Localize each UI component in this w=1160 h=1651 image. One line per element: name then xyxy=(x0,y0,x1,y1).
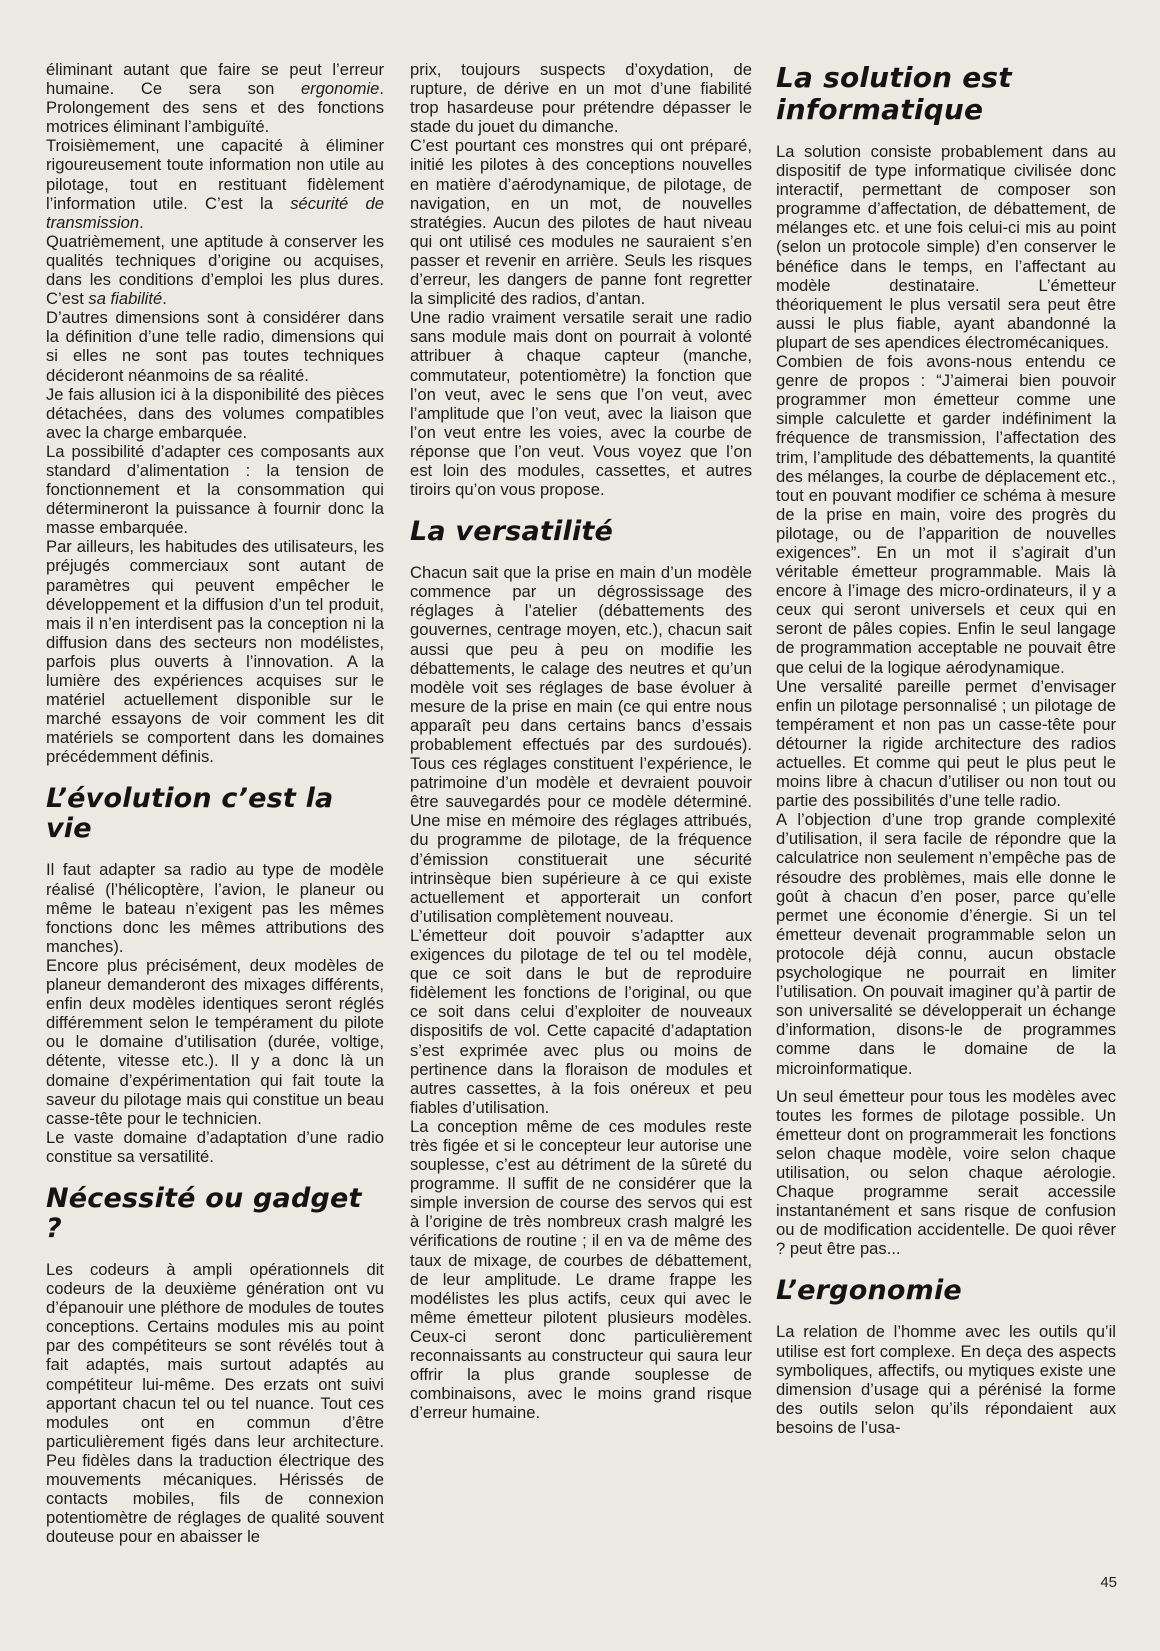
paragraph: La relation de l’homme avec les outils qu’il utilise est fort complexe. En deça des aspects symboliques, affectifs, ou mytiques existe une dimension d’usage qui a pérénisé la forme des outils selon qu’ils répondaient aux besoins de l’usa- xyxy=(776,1322,1116,1437)
section-heading: La versatilité xyxy=(410,516,614,548)
paragraph: D’autres dimensions sont à considérer dans la définition d’une telle radio, dimensions qui si elles ne sont pas toutes techniques décideront néanmoins de sa réalité. xyxy=(46,308,384,385)
text-column-3 xyxy=(776,62,1116,1437)
paragraph: éliminant autant que faire se peut l’erreur humaine. Ce sera son ergonomie. Prolongement des sens et des fonctions motrices éliminant l’ambiguïté. xyxy=(46,60,384,137)
paragraph: Combien de fois avons-nous entendu ce genre de propos : “J’aimerai bien pouvoir programmer mon émetteur comme une simple calculette et garder indéfiniment la fréquence de transmission, l’affectation des trim, l’amplitude des débattements, la quantité des mélanges, la courbe de déplacement etc., tout en pouvant modifier ce schéma à mesure de la prise en main, voire des progrès du pilotage, ou de l’apparition de nouvelles exigences”. En un mot il s’agirait d’un véritable émetteur programmable. Mais là encore à l’image des micro-ordinateurs, il y a ceux qui seront universels et ceux qui en seront de pâles copies. Enfin le seul langage de programmation acceptable ne pouvait être que celui de la logique aérodynamique. xyxy=(776,352,1116,677)
text-column-2 xyxy=(410,60,752,1422)
section-heading: L’évolution c’est la vie xyxy=(46,783,334,845)
paragraph: La solution consiste probablement dans au dispositif de type informatique civilisée donc interactif, permettant de composer son programme d’affectation, de débattement, de mélanges etc. et une fois celui-ci mis au point (selon un protocole simple) d’en conserver le bénéfice dans le temps, en l’affectant au modèle destinataire. L’émetteur théoriquement le plus versatil sera peut être aussi le plus fiable, ayant abandonné la plupart de ses apendices électromécaniques. xyxy=(776,142,1116,352)
paragraph: Encore plus précisément, deux modèles de planeur demanderont des mixages différents, enfin deux modèles identiques seront réglés différemment selon le tempérament du pilote ou le domaine d’utilisation (durée, voltige, détente, vitesse etc.). Il y a donc là un domaine d’expérimentation qui fait toute la saveur du pilotage mais qui constitue un beau casse-tête pour le technicien. xyxy=(46,955,384,1128)
section-heading: La solution est informatique xyxy=(776,61,1012,126)
page-number: 45 xyxy=(1100,1574,1117,1591)
paragraph: La conception même de ces modules reste très figée et si le concepteur leur autorise une souplesse, c’est au détriment de la sûreté du programme. Il suffit de ne considérer que la simple inversion de course des servos qui est à l’origine de très nombreux crash malgré les vérifications de routine ; il en va de même des taux de mixage, de courbes de débattement, de leur amplitude. Le drame frappe les modélistes les plus actifs, ceux qui avec le même émetteur pilotent plusieurs modèles. Ceux-ci seront donc particulièrement reconnaissants au constructeur qui saura leur offrir la plus grande souplesse de combinaisons, avec le moins grand risque d’erreur humaine. xyxy=(410,1116,752,1423)
section-heading: Nécessité ou gadget ? xyxy=(46,1182,362,1244)
paragraph: A l’objection d’une trop grande complexité d’utilisation, il sera facile de répondre que la calculatrice non seulement n’empêche pas de résoudre des problèmes, mais elle donne le goût à chacun d’en poser, parce qu’elle permet une économie d’énergie. Si un tel émetteur devenait programmable selon un protocole déjà connu, aucun obstacle psychologique ne pourrait en limiter l’utilisation. On pouvait imaginer qu’à partir de son universalité se développerait un échange d’information, disons-le de programmes comme dans le domaine de la microinformatique. xyxy=(776,810,1116,1078)
paragraph: Quatrièmement, une aptitude à conserver les qualités techniques d’origine ou acquises, dans les conditions d’emploi les plus dures. C’est sa fiabilité. xyxy=(46,231,384,309)
paragraph: Troisièmement, une capacité à éliminer rigoureusement toute information non utile au pilotage, tout en restituant fidèlement l’information utile. C’est la sécurité de transmission. xyxy=(46,136,384,232)
paragraph: Un seul émetteur pour tous les modèles avec toutes les formes de pilotage possible. Un émetteur dont on programmerait les fonctions selon chaque modèle, voire selon chaque utilisation, ou selon chaque aérologie. Chaque programme serait accessile instantanément et sans risque de confusion ou de modification accidentelle. De quoi rêver ? peut être pas... xyxy=(776,1086,1116,1259)
paragraph: L’émetteur doit pouvoir s’adaptter aux exigences du pilotage de tel ou tel modèle, que ce soit dans le but de reproduire fidèlement les fonctions de l’original, ou que ce soit dans celui d’exploiter de nouveaux dispositifs de vol. Cette capacité d’adaptation s’est exprimée avec plus ou moins de pertinence dans la floraison de modules et autres cassettes, à la fois onéreux et peu fiables d’utilisation. xyxy=(410,925,752,1117)
paragraph: Les codeurs à ampli opérationnels dit codeurs de la deuxième génération ont vu d’épanouir une pléthore de modules de toutes conceptions. Certains modules mis au point par des compétiteurs se sont révélés tout à fait adaptés, mais surtout adaptés au compétiteur lui-même. Des erzats ont suivi apportant chacun tel ou tel nuance. Tout ces modules ont en commun d’être particulièrement figés dans leur architecture. Peu fidèles dans la traduction électrique des mouvements mécaniques. Hérissés de contacts mobiles, fils de connexion potentiomètre de réglages de qualité souvent douteuse pour en abaisser le xyxy=(46,1259,384,1547)
section-heading: L’ergonomie xyxy=(776,1275,962,1307)
text-column-1 xyxy=(46,60,384,1546)
paragraph: Une radio vraiment versatile serait une radio sans module mais dont on pourrait à volonté attribuer à chaque capteur (manche, commutateur, potentiomètre) la fonction que l’on veut, avec le sens que l’on veut, avec l’amplitude que l’on veut, avec la liaison que l’on veut entre les voies, avec la courbe de réponse que l’on veut. Vous voyez que l’on est loin des modules, cassettes, et autres tiroirs qu’on vous propose. xyxy=(410,308,752,500)
paragraph: La possibilité d’adapter ces composants aux standard d’alimentation : la tension de fonctionnement et la consommation qui détermineront la puissance à fournir donc la masse embarquée. xyxy=(46,441,384,538)
paragraph: Je fais allusion ici à la disponibilité des pièces détachées, dans des volumes compatibles avec la charge embarquée. xyxy=(46,384,384,442)
paragraph: prix, toujours suspects d’oxydation, de rupture, de dérive en un mot d’une fiabilité trop hasardeuse pour prétendre dépasser le stade du jouet du dimanche. xyxy=(410,60,752,137)
paragraph: Par ailleurs, les habitudes des utilisateurs, les préjugés commerciaux sont autant de paramètres qui peuvent empêcher le développement et la diffusion d’un tel produit, mais il n’en interdisent pas la conception ni la diffusion dans des secteurs non modélistes, parfois plus ouverts à l’innovation. A la lumière des expériences acquises sur le matériel actuellement disponible sur le marché essayons de voir comment les dit matériels se comportent dans les domaines précédemment définis. xyxy=(46,537,384,767)
paragraph: Le vaste domaine d’adaptation d’une radio constitue sa versatilité. xyxy=(46,1127,384,1166)
paragraph: Une versalité pareille permet d’envisager enfin un pilotage personnalisé ; un pilotage de tempérament et non pas un casse-tête pour détourner la rigide architecture des radios actuelles. Et comme qui peut le plus peut le moins libre à chacun d’utiliser ou non tout ou partie des possibilités d’une telle radio. xyxy=(776,676,1116,811)
paragraph: Chacun sait que la prise en main d’un modèle commence par un dégrossissage des réglages à l’atelier (débattements des gouvernes, centrage moyen, etc.), chacun sait aussi que peu à peu on modifie les débattements, le calage des neutres et qu’un modèle voit ses réglages de base évoluer à mesure de la prise en main (ce qui entre nous apparaît peu dans certains bancs d’essais probablement effectués par des surdoués). Tous ces réglages constituent l’expérience, le patrimoine d’un modèle et devraient pouvoir être sauvegardés pour ce modèle déterminé. Une mise en mémoire des réglages attribués, du programme de pilotage, de la fréquence d’émission constituerait une sécurité intrinsèque bien supérieure à ce qui existe actuellement et apporterait un confort d’utilisation complètement nouveau. xyxy=(410,563,752,926)
paragraph: Il faut adapter sa radio au type de modèle réalisé (l’hélicoptère, l’avion, le planeur ou même le bateau n’exigent pas les mêmes fonctions donc les mêmes attributions des manches). xyxy=(46,860,384,956)
paragraph: C’est pourtant ces monstres qui ont préparé, initié les pilotes à des conceptions nouvelles en matière d’aérodynamique, de pilotage, de navigation, en un mot, de nouvelles stratégies. Aucun des pilotes de haut niveau qui ont utilisé ces modules ne sauraient s’en passer et revenir en arrière. Seuls les risques d’erreur, les dangers de panne font regretter la simplicité des radios, d’antan. xyxy=(410,136,752,309)
